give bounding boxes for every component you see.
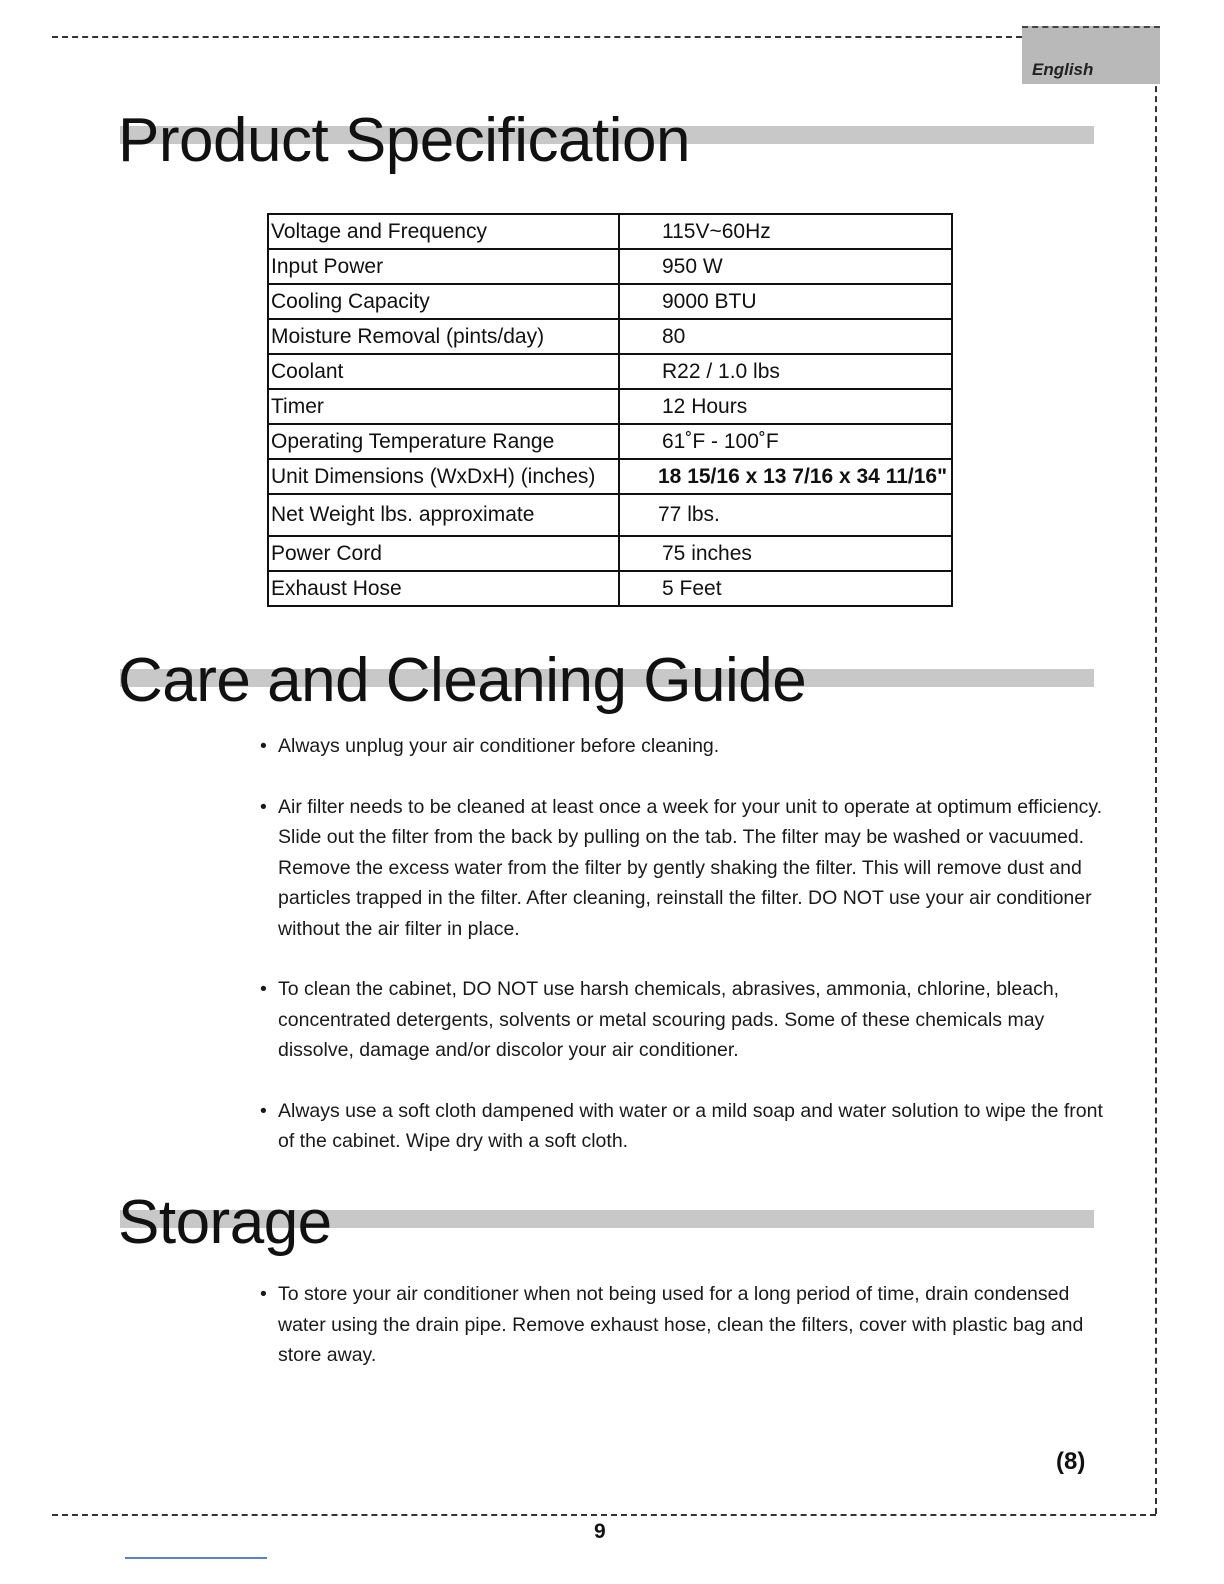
list-item: • Always use a soft cloth dampened with water or a mild soap and water solution to wipe the front of the cabinet. Wipe dry with a soft cloth.	[258, 1096, 1108, 1157]
right-dashed-border	[1155, 36, 1157, 1514]
spec-value: 5 Feet	[619, 571, 952, 606]
spec-table	[267, 213, 953, 607]
table-row	[268, 284, 952, 319]
table-row	[268, 424, 952, 459]
table-row	[268, 354, 952, 389]
spec-label: Timer	[268, 389, 619, 424]
spec-value: 12 Hours	[619, 389, 952, 424]
list-item: • Air filter needs to be cleaned at least once a week for your unit to operate at optimum efficiency. Slide out the filter from the back by pulling on the tab. The filter may be washed or vacuumed. Remove the excess water from the filter by gently shaking the filter. This will remove dust and particles trapped in the filter. After cleaning, reinstall the filter. DO NOT use your air conditioner without the air filter in place.	[258, 792, 1108, 945]
spec-value: 80	[619, 319, 952, 354]
spec-label: Input Power	[268, 249, 619, 284]
table-row	[268, 249, 952, 284]
spec-value: 61˚F - 100˚F	[619, 424, 952, 459]
language-tab	[1022, 26, 1160, 84]
table-row	[268, 459, 952, 494]
spec-value: 18 15/16 x 13 7/16 x 34 11/16"	[619, 459, 952, 494]
spec-label: Unit Dimensions (WxDxH) (inches)	[268, 459, 619, 494]
spec-value: 115V~60Hz	[619, 214, 952, 249]
spec-label: Cooling Capacity	[268, 284, 619, 319]
list-item: • Always unplug your air conditioner before cleaning.	[258, 731, 1108, 762]
product-spec-heading: Product Specification	[118, 106, 690, 175]
page-number: 9	[594, 1520, 606, 1543]
table-row	[268, 494, 952, 536]
care-heading: Care and Cleaning Guide	[118, 646, 807, 715]
top-dashed-border	[52, 36, 1022, 38]
spec-label: Operating Temperature Range	[268, 424, 619, 459]
spec-value: 75 inches	[619, 536, 952, 571]
storage-heading: Storage	[118, 1188, 332, 1257]
spec-label: Voltage and Frequency	[268, 214, 619, 249]
table-row	[268, 571, 952, 606]
table-row	[268, 389, 952, 424]
language-label: English	[1032, 60, 1094, 79]
care-bullet-list	[258, 731, 1108, 1187]
spec-value: 9000 BTU	[619, 284, 952, 319]
storage-bullet-list	[258, 1279, 1108, 1401]
spec-label: Net Weight lbs. approximate	[268, 494, 619, 536]
spec-value: R22 / 1.0 lbs	[619, 354, 952, 389]
list-item: • To clean the cabinet, DO NOT use harsh chemicals, abrasives, ammonia, chlorine, bleach, concentrated detergents, solvents or metal scouring pads. Some of these chemicals may dissolve, damage and/or discolor your air conditioner.	[258, 974, 1108, 1066]
scan-artifact-line	[125, 1557, 267, 1559]
spec-label: Power Cord	[268, 536, 619, 571]
spec-value: 950 W	[619, 249, 952, 284]
bottom-dashed-border	[52, 1514, 1156, 1516]
list-item: • To store your air conditioner when not being used for a long period of time, drain condensed water using the drain pipe. Remove exhaust hose, clean the filters, cover with plastic bag and store away.	[258, 1279, 1108, 1371]
table-row	[268, 536, 952, 571]
spec-label: Coolant	[268, 354, 619, 389]
spec-label: Exhaust Hose	[268, 571, 619, 606]
table-row	[268, 319, 952, 354]
page-reference: (8)	[1056, 1448, 1086, 1475]
table-row	[268, 214, 952, 249]
spec-label: Moisture Removal (pints/day)	[268, 319, 619, 354]
spec-value: 77 lbs.	[619, 494, 952, 536]
